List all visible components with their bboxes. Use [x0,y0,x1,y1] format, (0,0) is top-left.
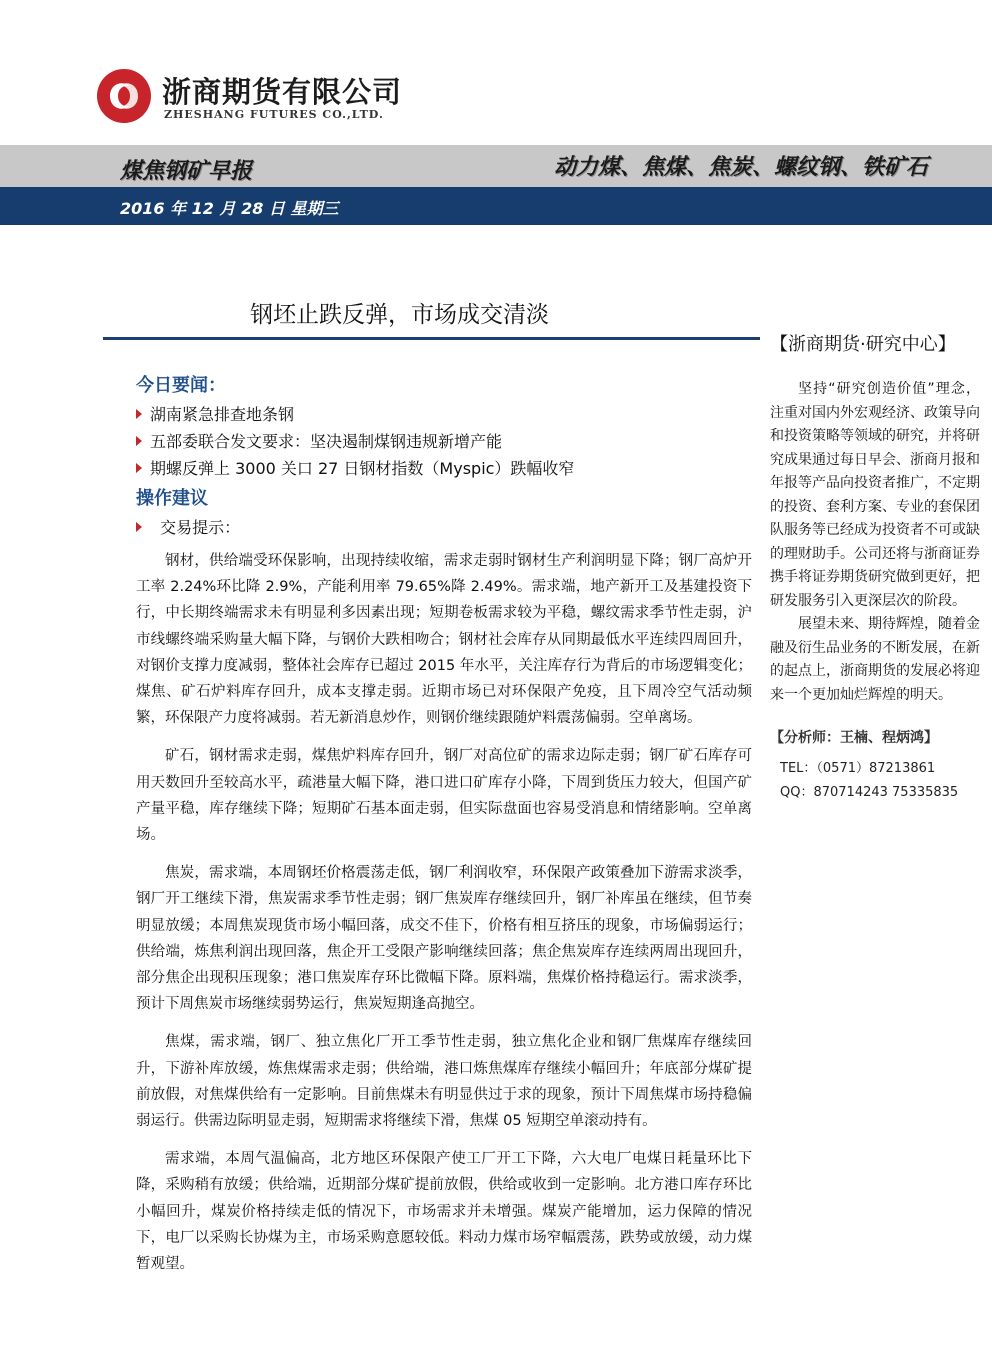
company-name-cn: 浙商期货有限公司 [162,75,403,109]
main-content [136,373,752,1289]
triangle-bullet-icon [136,436,142,446]
headline-divider [103,337,760,340]
sidebar [770,330,980,805]
list-item [136,428,752,455]
sidebar-paragraph: 坚持“研究创造价值”理念，注重对国内外宏观经济、政策导向和投资策略等领域的研究，并将研究成果通过每日早会、浙商月报和年报等产品向投资者推广，不定期的投资、套利方案、专业的套保团队服务等已经成为投资者不可或缺的理财助手。公司还将与浙商证券携手将证券期货研究做到更好，把研发服务引入更深层次的阶段。 [770,381,980,609]
triangle-bullet-icon [136,409,142,419]
list-item [136,455,752,482]
contact-tel: TEL：（0571）87213861 [780,761,936,776]
company-logo-icon [96,68,152,124]
triangle-bullet-icon [136,463,142,473]
product-list: 动力煤、焦煤、焦炭、螺纹钢、铁矿石 [554,155,929,180]
analyst-names: 【分析师：王楠、程炳鸿】 [770,730,938,746]
trade-tip [136,514,752,542]
analysis-paragraph-coking-coal: 焦煤，需求端，钢厂、独立焦化厂开工季节性走弱，独立焦化企业和钢厂焦煤库存继续回升，下游补库放缓，炼焦煤需求走弱；供给端，港口炼焦煤库存继续小幅回升；年底部分煤矿提前放假，对焦煤供给有一定影响。目前焦煤未有明显供过于求的现象，预计下周焦煤市场持稳偏弱运行。供需边际明显走弱，短期需求将继续下滑，焦煤 05 短期空单滚动持有。 [136,1034,752,1130]
section-title-operation: 操作建议 [136,488,208,509]
analysis-paragraph-ore: 矿石，钢材需求走弱，煤焦炉料库存回升，钢厂对高位矿的需求边际走弱；钢厂矿石库存可用天数回升至较高水平，疏港量大幅下降，港口进口矿库存小降，下周到货压力较大，但国产矿产量平稳，库存继续下降；短期矿石基本面走弱，但实际盘面也容易受消息和情绪影响。空单离场。 [136,748,752,844]
section-title-news: 今日要闻： [136,375,226,396]
news-item-text: 五部委联合发文要求：坚决遏制煤钢违规新增产能 [150,432,503,451]
contact-qq: QQ：870714243 75335835 [780,785,959,800]
news-list [136,401,752,482]
triangle-bullet-icon [136,522,142,532]
analysis-paragraph-coke: 焦炭，需求端，本周钢坯价格震荡走低，钢厂利润收窄，环保限产政策叠加下游需求淡季，钢厂开工继续下滑，焦炭需求季节性走弱；钢厂焦炭库存继续回升，钢厂补库虽在继续，但节奏明显放缓；本周焦炭现货市场小幅回落，成交不佳下，价格有相互挤压的现象，市场偏弱运行；供给端，炼焦利润出现回落，焦企开工受限产影响继续回落；焦企焦炭库存连续两周出现回升，部分焦企出现积压现象；港口焦炭库存环比微幅下降。原料端，焦煤价格持稳运行。需求淡季，预计下周焦炭市场继续弱势运行，焦炭短期逢高抛空。 [136,865,752,1013]
report-date: 2016 年 12 月 28 日 星期三 [120,199,339,218]
sidebar-paragraph: 展望未来、期待辉煌，随着金融及衍生品业务的不断发展，在新的起点上，浙商期货的发展必将迎来一个更加灿烂辉煌的明天。 [770,616,980,703]
analysis-paragraph-thermal-coal: 需求端，本周气温偏高，北方地区环保限产使工厂开工下降，六大电厂电煤日耗量环比下降，采购稍有放缓；供给端，近期部分煤矿提前放假，供给或收到一定影响。北方港口库存环比小幅回升，煤炭价格持续走低的情况下，市场需求并未增强。煤炭产能增加，运力保障的情况下，电厂以采购长协煤为主，市场采购意愿较低。料动力煤市场窄幅震荡，跌势或放缓，动力煤暂观望。 [136,1151,752,1273]
news-item-text: 湖南紧急排查地条钢 [150,405,295,424]
list-item [136,401,752,428]
news-item-text: 期螺反弹上 3000 关口 27 日钢材指数（Myspic）跌幅收窄 [150,459,575,478]
analysis-paragraph-steel: 钢材，供给端受环保影响，出现持续收缩，需求走弱时钢材生产利润明显下降；钢厂高炉开工率 2.24%环比降 2.9%，产能利用率 79.65%降 2.49%。需求端，地产新开工及基建投资下行，中长期终端需求未有明显利多因素出现；短期卷板需求较为平稳，螺纹需求季节性走弱，沪市线螺终端采购量大幅下降，与钢价大跌相吻合；钢材社会库存从同期最低水平连续四周回升，对钢价支撑力度减弱，整体社会库存已超过 2015 年水平，关注库存行为背后的市场逻辑变化；煤焦、矿石炉料库存回升，成本支撑走弱。近期市场已对环保限产免疫，且下周冷空气活动频繁，环保限产力度将减弱。若无新消息炒作，则钢价继续跟随炉料震荡偏弱。空单离场。 [136,553,752,727]
trade-tip-label: 交易提示： [160,518,241,537]
sidebar-title: 【浙商期货·研究中心】 [770,334,956,355]
headline: 钢坯止跌反弹，市场成交清淡 [250,302,549,328]
company-name-en: ZHESHANG FUTURES CO.,LTD. [164,108,384,121]
report-name: 煤焦钢矿早报 [120,159,253,184]
